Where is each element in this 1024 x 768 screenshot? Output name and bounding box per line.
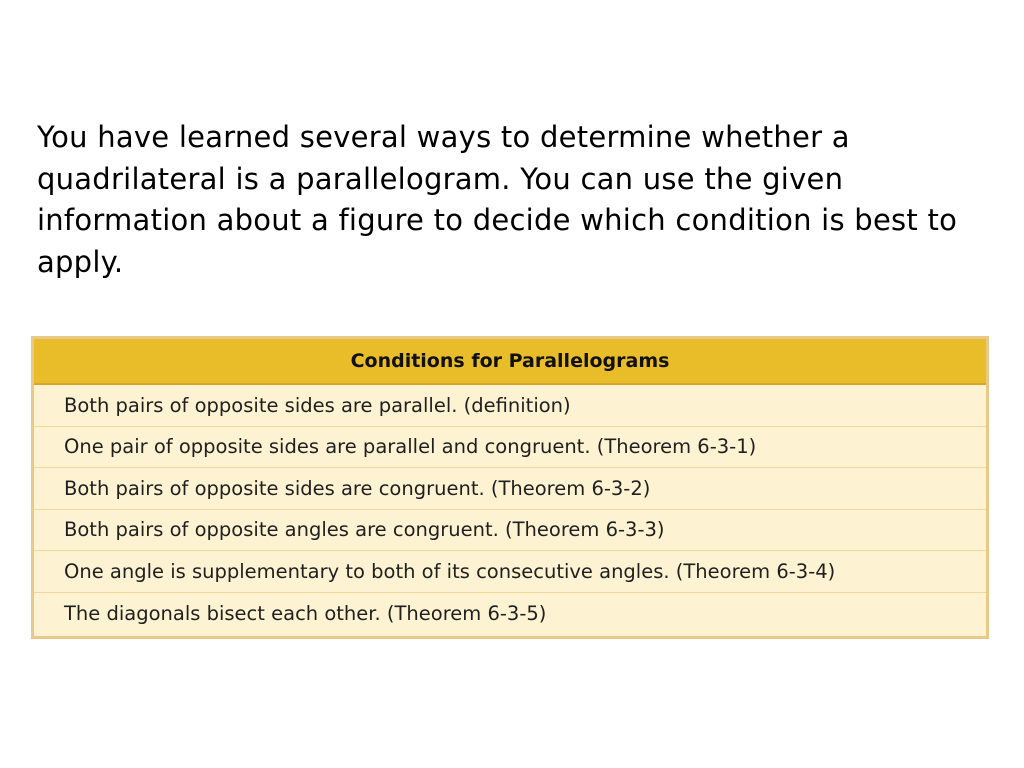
condition-row: One angle is supplementary to both of its consecutive angles. (Theorem 6-3-4): [34, 551, 986, 593]
condition-row: The diagonals bisect each other. (Theorem 6-3-5): [64, 601, 547, 625]
condition-row: Both pairs of opposite angles are congruent. (Theorem 6-3-3): [34, 510, 986, 552]
condition-row: Both pairs of opposite sides are parallel. (definition): [34, 385, 986, 427]
conditions-table: [31, 336, 989, 639]
table-title: Conditions for Parallelograms: [34, 339, 986, 385]
intro-paragraph: You have learned several ways to determine whether a quadrilateral is a parallelogram. You can use the given information about a figure to decide which condition is best to apply.: [37, 120, 958, 279]
condition-row: Both pairs of opposite sides are congruent. (Theorem 6-3-2): [34, 468, 986, 510]
condition-row: One pair of opposite sides are parallel and congruent. (Theorem 6-3-1): [34, 427, 986, 469]
conditions-list: [34, 385, 986, 634]
